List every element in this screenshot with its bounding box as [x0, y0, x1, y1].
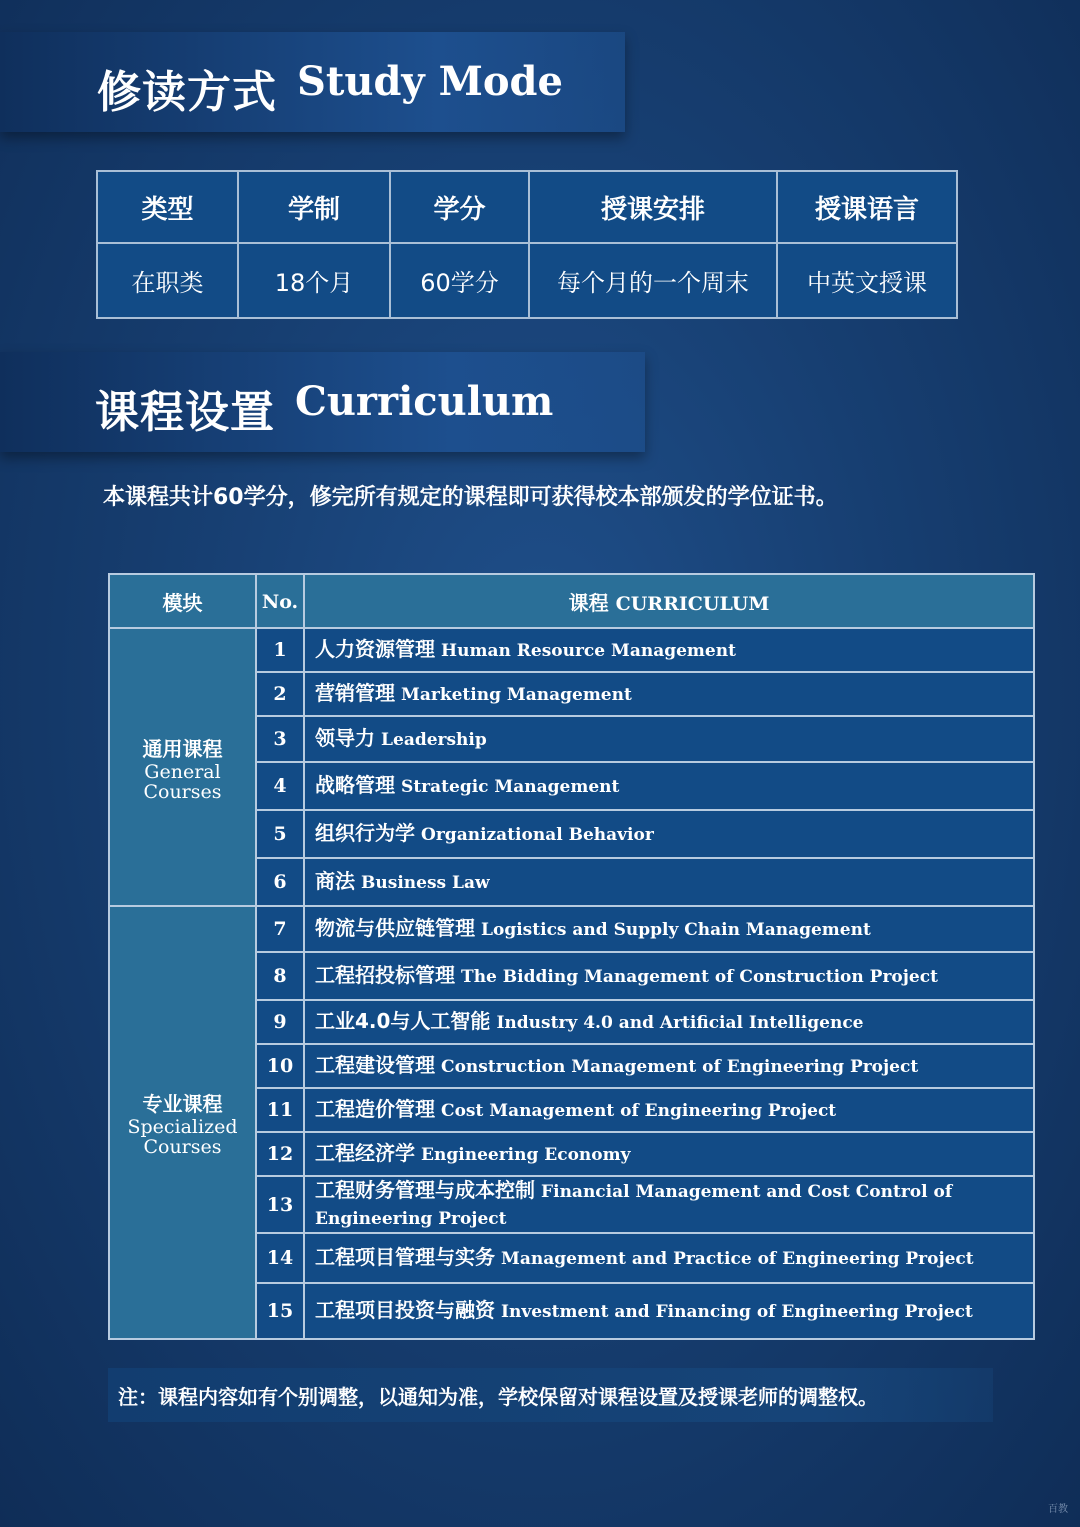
course-name-en: Investment and Financing of Engineering Project: [501, 1302, 973, 1322]
header-schedule: 授课安排: [529, 171, 777, 243]
course-name-en: Logistics and Supply Chain Management: [481, 920, 871, 940]
course-cell: [304, 1283, 1034, 1339]
course-number: 3: [256, 716, 304, 762]
course-cell: [304, 1132, 1034, 1176]
course-number: 5: [256, 810, 304, 858]
course-number: 8: [256, 952, 304, 1000]
course-name-en: Business Law: [361, 873, 490, 893]
module-specialized: [109, 906, 256, 1339]
course-name-en: The Bidding Management of Construction Project: [461, 967, 938, 987]
course-cell: [304, 762, 1034, 810]
course-name-en: Engineering Economy: [421, 1145, 631, 1165]
course-name-zh: 工程经济学: [315, 1141, 415, 1165]
watermark: 百教: [1048, 1504, 1068, 1515]
study-mode-table: [96, 170, 958, 319]
curriculum-title-zh: 课程设置: [95, 387, 275, 438]
note-text: 注：课程内容如有个别调整，以通知为准，学校保留对课程设置及授课老师的调整权。: [118, 1385, 878, 1409]
header-credits: 学分: [390, 171, 529, 243]
course-number: 1: [256, 628, 304, 672]
course-row: [109, 906, 1034, 952]
module-general: [109, 628, 256, 906]
header-no: [256, 574, 304, 628]
course-number: 12: [256, 1132, 304, 1176]
course-cell: [304, 906, 1034, 952]
module-name-zh: 专业课程: [142, 1092, 223, 1116]
course-name-zh: 人力资源管理: [315, 637, 435, 661]
course-cell: [304, 1233, 1034, 1283]
course-name-zh: 工程项目投资与融资: [315, 1298, 495, 1322]
course-cell: [304, 952, 1034, 1000]
curriculum-banner: [0, 352, 645, 452]
course-cell: [304, 810, 1034, 858]
study-mode-title-zh: 修读方式: [97, 67, 277, 118]
course-name-zh: 组织行为学: [315, 821, 415, 845]
course-name-zh: 领导力: [315, 726, 375, 750]
course-number: 2: [256, 672, 304, 716]
header-curriculum-en: CURRICULUM: [615, 592, 770, 615]
course-number: 4: [256, 762, 304, 810]
study-mode-title-en: Study Mode: [297, 58, 563, 105]
course-name-zh: 营销管理: [315, 681, 395, 705]
study-mode-value-row: [97, 243, 957, 318]
course-name-zh: 工程招投标管理: [315, 963, 455, 987]
course-cell: [304, 1000, 1034, 1044]
header-no-label: No.: [261, 591, 299, 613]
value-credits: 60学分: [390, 243, 529, 318]
value-type: 在职类: [97, 243, 238, 318]
course-name-en: Cost Management of Engineering Project: [441, 1101, 837, 1121]
course-number: 15: [256, 1283, 304, 1339]
course-number: 11: [256, 1088, 304, 1132]
study-mode-header-row: [97, 171, 957, 243]
course-cell: [304, 858, 1034, 906]
course-list: [109, 628, 1034, 1339]
course-name-zh: 工程建设管理: [315, 1053, 435, 1077]
course-name-en: Management and Practice of Engineering Project: [501, 1249, 974, 1269]
header-type: 类型: [97, 171, 238, 243]
note-bar: [108, 1368, 993, 1422]
course-name-en: Organizational Behavior: [421, 825, 654, 845]
course-cell: [304, 628, 1034, 672]
curriculum-title-en: Curriculum: [295, 378, 554, 425]
course-cell: [304, 1044, 1034, 1088]
course-name-zh: 物流与供应链管理: [315, 916, 475, 940]
header-duration: 学制: [238, 171, 390, 243]
course-number: 6: [256, 858, 304, 906]
course-cell: [304, 1176, 1034, 1233]
course-name-en: Leadership: [381, 730, 487, 750]
curriculum-header-row: [109, 574, 1034, 628]
value-duration: 18个月: [238, 243, 390, 318]
course-name-en: Strategic Management: [401, 777, 620, 797]
module-name-en-2: Courses: [143, 780, 222, 803]
value-language: 中英文授课: [777, 243, 957, 318]
course-name-en: Financial Management and Cost Control of Engineering Project: [315, 1182, 953, 1229]
study-mode-banner: [0, 32, 625, 132]
course-number: 7: [256, 906, 304, 952]
course-name-zh: 工程项目管理与实务: [315, 1245, 495, 1269]
module-name-en-2: Courses: [143, 1136, 222, 1158]
header-curriculum-zh: 课程: [568, 590, 609, 615]
course-number: 9: [256, 1000, 304, 1044]
course-name-en: Marketing Management: [401, 685, 632, 705]
header-curriculum: [304, 574, 1034, 628]
course-number: 14: [256, 1233, 304, 1283]
course-name-zh: 工程财务管理与成本控制: [315, 1178, 535, 1202]
course-name-en: Industry 4.0 and Artificial Intelligence: [496, 1013, 864, 1033]
curriculum-intro: 本课程共计60学分，修完所有规定的课程即可获得校本部颁发的学位证书。: [103, 485, 838, 510]
course-name-zh: 工程造价管理: [315, 1097, 435, 1121]
course-cell: [304, 1088, 1034, 1132]
course-name-en: Human Resource Management: [441, 641, 736, 661]
course-cell: [304, 716, 1034, 762]
curriculum-table: [108, 573, 1035, 1340]
course-name-zh: 商法: [315, 869, 355, 893]
course-name-zh: 战略管理: [315, 773, 395, 797]
value-schedule: 每个月的一个周末: [529, 243, 777, 318]
course-number: 10: [256, 1044, 304, 1088]
module-name-en-1: Specialized: [127, 1116, 238, 1138]
course-row: [109, 628, 1034, 672]
module-name-zh: 通用课程: [142, 736, 223, 761]
course-cell: [304, 672, 1034, 716]
course-name-en: Construction Management of Engineering Project: [441, 1057, 919, 1077]
module-name-en-1: General: [144, 760, 221, 783]
course-name-zh: 工业4.0与人工智能: [315, 1009, 491, 1033]
course-number: 13: [256, 1176, 304, 1233]
header-module: 模块: [109, 574, 256, 628]
header-language: 授课语言: [777, 171, 957, 243]
